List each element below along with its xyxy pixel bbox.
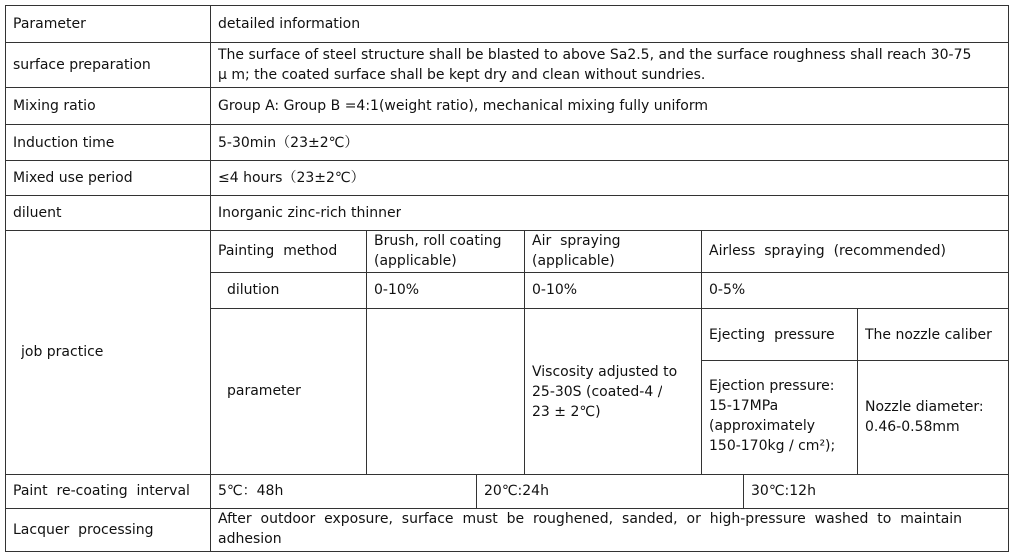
- rule: [210, 308, 1009, 309]
- ejection-pressure-1: Ejection pressure:: [709, 378, 835, 394]
- rule: [743, 474, 744, 508]
- lacquer-processing-text-2: adhesion: [218, 531, 282, 547]
- ejection-pressure-2: 15-17MPa: [709, 398, 779, 414]
- rule: [5, 42, 1009, 43]
- ejection-pressure-4: 150-170kg / cm²);: [709, 438, 836, 454]
- dilution-airless-value: 0-5%: [709, 282, 746, 298]
- rule: [366, 230, 367, 474]
- parameter-label: parameter: [227, 383, 301, 399]
- induction-time-label: Induction time: [13, 135, 115, 151]
- rule: [5, 160, 1009, 161]
- rule: [1008, 5, 1009, 552]
- header-detail: detailed information: [218, 16, 361, 32]
- header-parameter: Parameter: [13, 16, 86, 32]
- airless-spraying-header: Airless spraying (recommended): [709, 243, 946, 259]
- rule: [476, 474, 477, 508]
- rule: [5, 5, 6, 552]
- mixed-use-period-value: ≤4 hours（23±2℃）: [218, 170, 365, 186]
- brush-roll-coating-header-2: (applicable): [374, 253, 457, 269]
- surface-preparation-text-2: μ m; the coated surface shall be kept dry and clean without sundries.: [218, 67, 706, 83]
- rule: [5, 230, 1009, 231]
- painting-method-label: Painting method: [218, 243, 338, 259]
- rule: [210, 5, 211, 552]
- surface-preparation-label: surface preparation: [13, 57, 151, 73]
- rule: [5, 474, 1009, 475]
- induction-time-value: 5-30min（23±2℃）: [218, 135, 359, 151]
- nozzle-diameter-1: Nozzle diameter:: [865, 399, 984, 415]
- recoating-30c-value: 30℃:12h: [751, 483, 816, 499]
- dilution-air-value: 0-10%: [532, 282, 578, 298]
- air-spraying-header-2: (applicable): [532, 253, 615, 269]
- mixing-ratio-label: Mixing ratio: [13, 98, 96, 114]
- nozzle-caliber-label: The nozzle caliber: [865, 327, 992, 343]
- diluent-label: diluent: [13, 205, 62, 221]
- lacquer-processing-text-1: After outdoor exposure, surface must be roughened, sanded, or high-pressure washed to maintain: [218, 511, 963, 527]
- rule: [5, 5, 1009, 6]
- mixed-use-period-label: Mixed use period: [13, 170, 133, 186]
- diluent-value: Inorganic zinc-rich thinner: [218, 205, 402, 221]
- rule: [5, 124, 1009, 125]
- rule: [5, 87, 1009, 88]
- lacquer-processing-label: Lacquer processing: [13, 522, 154, 538]
- recoating-interval-label: Paint re-coating interval: [13, 483, 190, 499]
- nozzle-diameter-2: 0.46-0.58mm: [865, 419, 960, 435]
- dilution-label: dilution: [227, 282, 280, 298]
- surface-preparation-text-1: The surface of steel structure shall be blasted to above Sa2.5, and the surface roughness shall reach 30-75: [218, 47, 972, 63]
- rule: [210, 272, 1009, 273]
- rule: [701, 230, 702, 474]
- ejecting-pressure-label: Ejecting pressure: [709, 327, 835, 343]
- rule: [524, 230, 525, 474]
- job-practice-label: job practice: [21, 344, 104, 360]
- air-param-1: Viscosity adjusted to: [532, 364, 678, 380]
- rule: [701, 360, 1009, 361]
- air-param-3: 23 ± 2℃): [532, 404, 601, 420]
- air-param-2: 25-30S (coated-4 /: [532, 384, 663, 400]
- rule: [5, 551, 1009, 552]
- rule: [5, 195, 1009, 196]
- recoating-5c-value: 5℃：48h: [218, 483, 284, 499]
- air-spraying-header-1: Air spraying: [532, 233, 621, 249]
- brush-roll-coating-header-1: Brush, roll coating: [374, 233, 502, 249]
- ejection-pressure-3: (approximately: [709, 418, 816, 434]
- rule: [857, 308, 858, 474]
- dilution-brush-value: 0-10%: [374, 282, 420, 298]
- mixing-ratio-value: Group A: Group B =4:1(weight ratio), mechanical mixing fully uniform: [218, 98, 708, 114]
- recoating-20c-value: 20℃:24h: [484, 483, 549, 499]
